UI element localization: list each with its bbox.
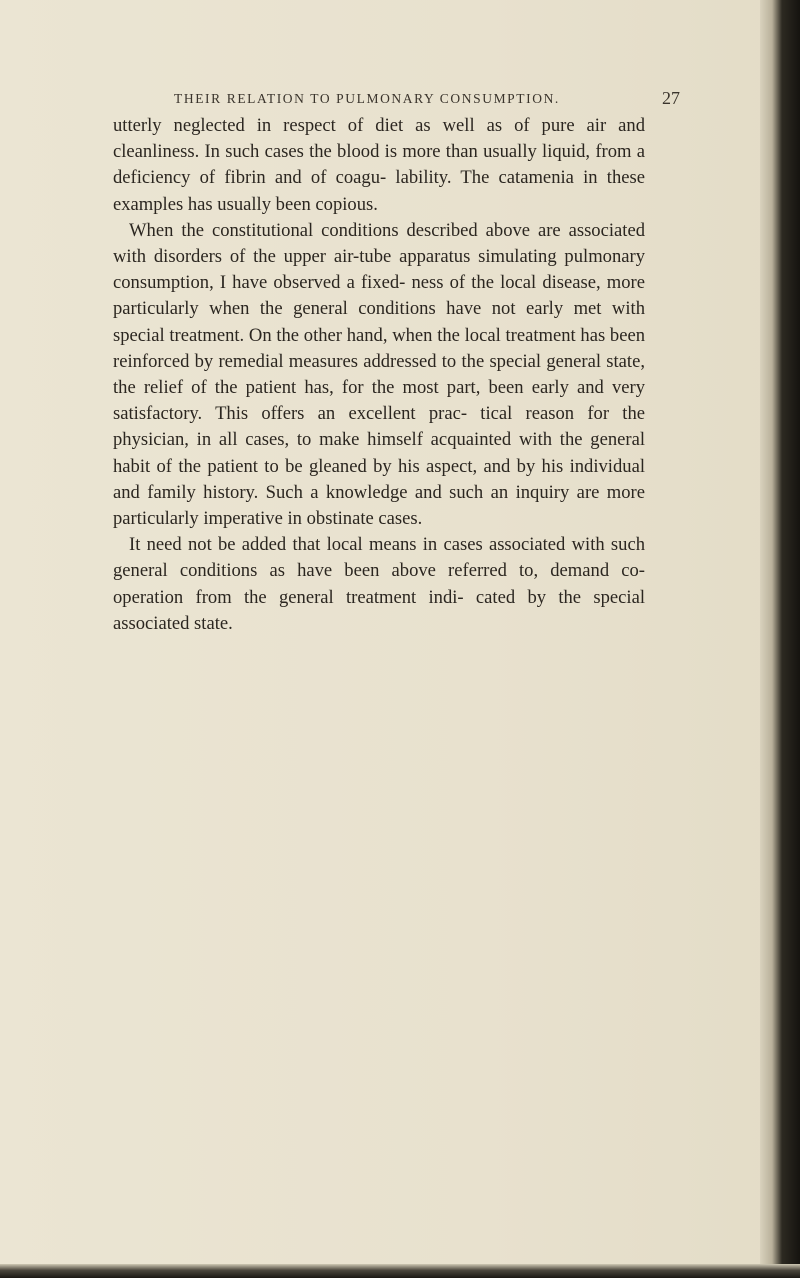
- page-edge-right: [760, 0, 800, 1278]
- paragraph: When the constitutional conditions described above are associated with disorders of the upper air-tube apparatus simulating pulmonary consumption, I have observed a fixed- ness of the local disease, more particularly when the general conditions have not early met with special treatment. On the other hand, when the local treatment has been reinforced by remedial measures addressed to the special general state, the relief of the patient has, for the most part, been early and very satisfactory. This offers an excellent prac- tical reason for the physician, in all cases, to make himself acquainted with the general habit of the patient to be gleaned by his aspect, and by his individual and family history. Such a knowledge and such an inquiry are more particularly imperative in obstinate cases.: [113, 219, 645, 530]
- page-number: 27: [662, 88, 680, 108]
- page-edge-bottom: [0, 1264, 800, 1278]
- running-head: THEIR RELATION TO PULMONARY CONSUMPTION.: [174, 91, 560, 106]
- body-text: [113, 113, 645, 637]
- page-header: [60, 88, 720, 112]
- paragraph: It need not be added that local means in cases associated with such general conditions as have been above referred to, demand co-operation from the general treatment indi- cated by the special associated state.: [113, 534, 645, 634]
- paragraph: utterly neglected in respect of diet as well as of pure air and cleanliness. In such cases the blood is more than usually liquid, from a deficiency of fibrin and of coagu- lability. The catamenia in these examples has usually been copious.: [113, 115, 645, 215]
